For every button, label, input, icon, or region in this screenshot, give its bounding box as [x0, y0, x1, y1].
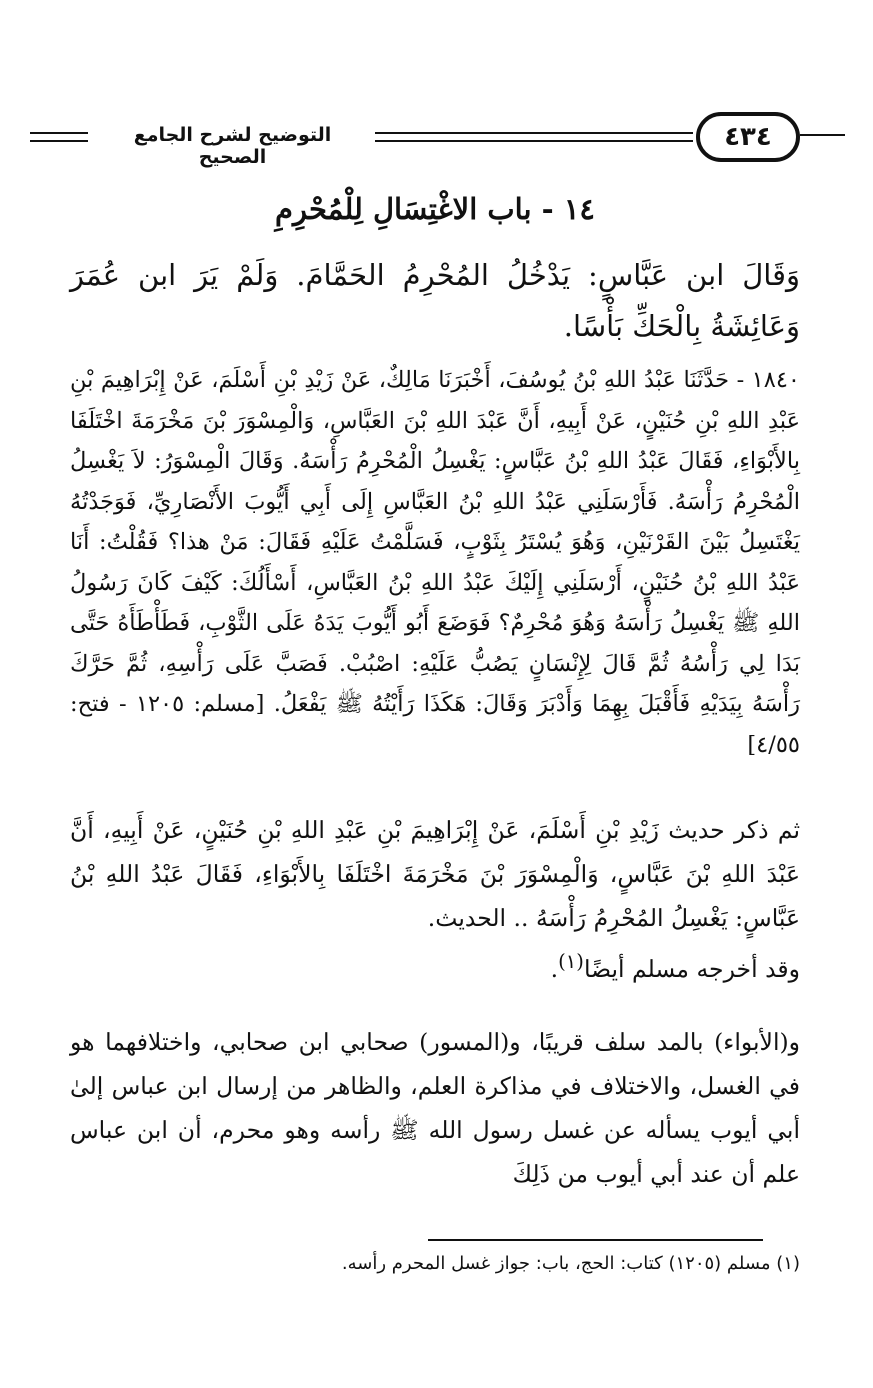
chapter-intro: وَقَالَ ابن عَبَّاسٍ: يَدْخُلُ المُحْرِمُ الحَمَّامَ. وَلَمْ يَرَ ابن عُمَرَ وَعَائِشَةُ بِالْحَكِّ بَأْسًا.: [70, 258, 800, 343]
header-rule-right: [800, 134, 845, 140]
commentary-paragraph-2: [70, 940, 800, 991]
chapter-title: ١٤ - باب الاغْتِسَالِ لِلْمُحْرِمِ: [275, 192, 595, 226]
footnote-reference: (١): [558, 950, 584, 973]
commentary-top: [70, 808, 800, 991]
commentary-paragraph-2-text: وقد أخرجه مسلم أيضًا: [583, 954, 800, 983]
page-header: [30, 112, 845, 168]
page-number: ٤٣٤: [696, 112, 800, 162]
commentary-paragraph-1: ثم ذكر حديث زَيْدِ بْنِ أَسْلَمَ، عَنْ إِبْرَاهِيمَ بْنِ عَبْدِ اللهِ بْنِ حُنَيْنٍ، عَنْ أَبِيهِ، أَنَّ عَبْدَ اللهِ بْنَ عَبَّاسٍ، وَالْمِسْوَرَ بْنَ مَخْرَمَةَ اخْتَلَفَا بِالأَبْوَاءِ، فَقَالَ عَبْدُ اللهِ بْنُ عَبَّاسٍ: يَغْسِلُ المُحْرِمُ رَأْسَهُ .. الحديث.: [70, 816, 800, 932]
running-title: التوضيح لشرح الجامع الصحيح: [133, 124, 332, 168]
header-rule-left: [30, 132, 88, 142]
header-rule-middle: [375, 132, 693, 142]
commentary-paragraph-2-end: .: [550, 954, 559, 983]
footnote: (١) مسلم (١٢٠٥) كتاب: الحج، باب: جواز غسل المحرم رأسه.: [341, 1253, 800, 1274]
commentary-paragraph-3: و(الأبواء) بالمد سلف قريبًا، و(المسور) صحابي ابن صحابي، واختلافهما هو في الغسل، والاختلاف في مذاكرة العلم، والظاهر من إرسال ابن عباس إلىٰ أبي أيوب يسأله عن غسل رسول الله ﷺ رأسه وهو محرم، أن ابن عباس علم أن عند أبي أيوب من ذَلِكَ: [70, 1028, 800, 1188]
footnote-separator: [428, 1239, 763, 1241]
hadith-text: ١٨٤٠ - حَدَّثَنَا عَبْدُ اللهِ بْنُ يُوسُفَ، أَخْبَرَنَا مَالِكٌ، عَنْ زَيْدِ بْنِ أَسْلَمَ، عَنْ إِبْرَاهِيمَ بْنِ عَبْدِ اللهِ بْنِ حُنَيْنٍ، عَنْ أَبِيهِ، أَنَّ عَبْدَ اللهِ بْنَ العَبَّاسِ، وَالْمِسْوَرَ بْنَ مَخْرَمَةَ اخْتَلَفَا بِالأَبْوَاءِ، فَقَالَ عَبْدُ اللهِ بْنُ عَبَّاسٍ: يَغْسِلُ الْمُحْرِمُ رَأْسَهُ. وَقَالَ الْمِسْوَرُ: لاَ يَغْسِلُ الْمُحْرِمُ رَأْسَهُ. فَأَرْسَلَنِي عَبْدُ اللهِ بْنُ العَبَّاسِ إِلَى أَبِي أَيُّوبَ الأَنْصَارِيِّ، فَوَجَدْتُهُ يَغْتَسِلُ بَيْنَ القَرْنَيْنِ، وَهُوَ يُسْتَرُ بِثَوْبٍ، فَسَلَّمْتُ عَلَيْهِ فَقَالَ: مَنْ هذا؟ فَقُلْتُ: أَنَا عَبْدُ اللهِ بْنُ حُنَيْنٍ، أَرْسَلَنِي إِلَيْكَ عَبْدُ اللهِ بْنُ العَبَّاسِ، أَسْأَلُكَ: كَيْفَ كَانَ رَسُولُ اللهِ ﷺ يَغْسِلُ رَأْسَهُ وَهُوَ مُحْرِمٌ؟ فَوَضَعَ أَبُو أَيُّوبَ يَدَهُ عَلَى الثَّوْبِ، فَطَأْطَأَهُ حَتَّى بَدَا لِي رَأْسُهُ ثُمَّ قَالَ لِإِنْسَانٍ يَصُبُّ عَلَيْهِ: اصْبُبْ. فَصَبَّ عَلَى رَأْسِهِ، ثُمَّ حَرَّكَ رَأْسَهُ بِيَدَيْهِ فَأَقْبَلَ بِهِمَا وَأَدْبَرَ وَقَالَ: هَكَذَا رَأَيْتُهُ ﷺ يَفْعَلُ. [مسلم: ١٢٠٥ - فتح: ٤/٥٥]: [70, 367, 800, 758]
